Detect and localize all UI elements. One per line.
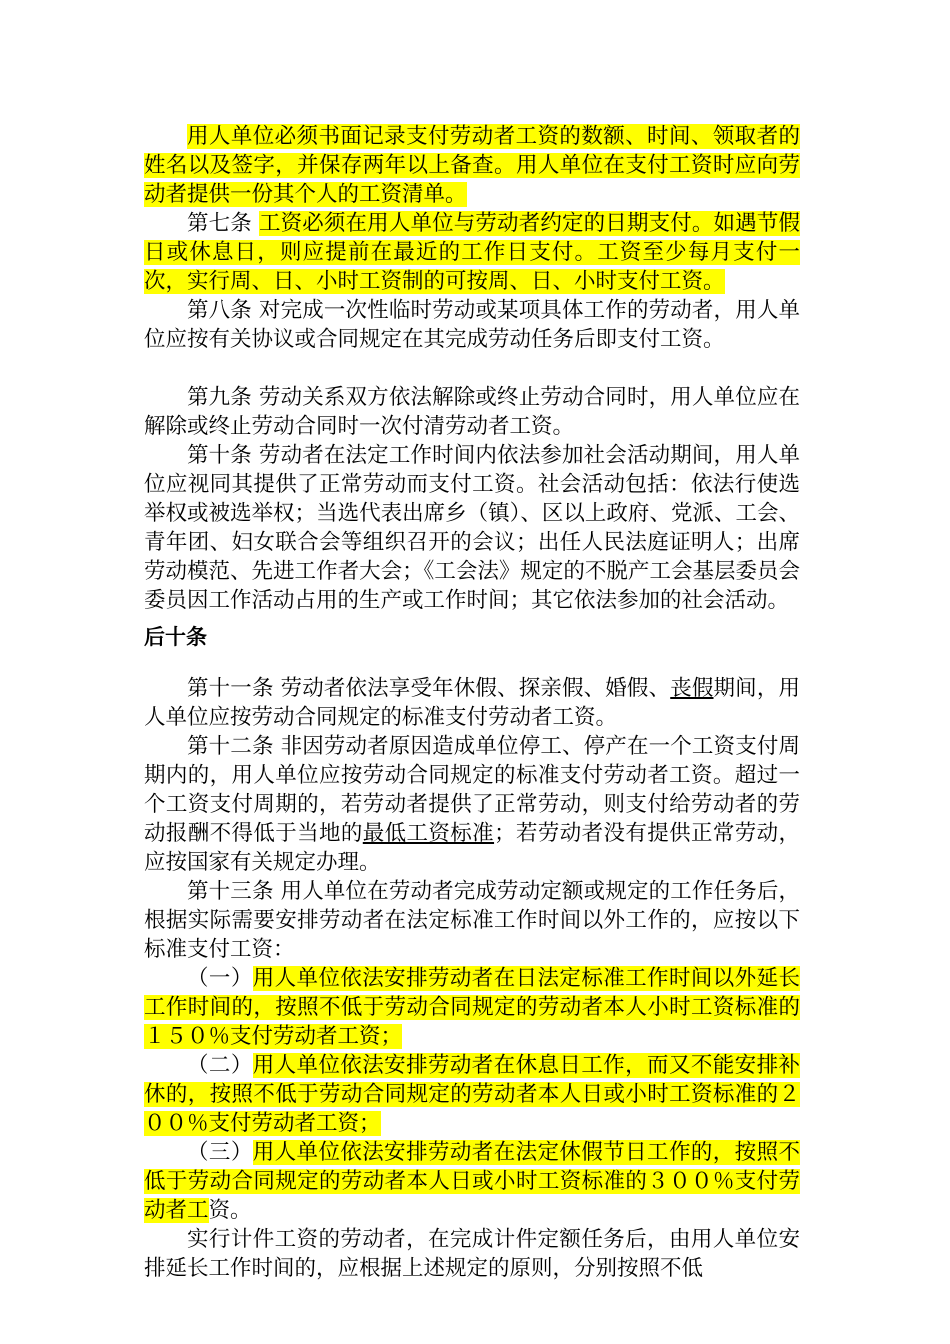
article-8: 第八条 对完成一次性临时劳动或某项具体工作的劳动者，用人单位应按有关协议或合同规定在其完成劳动任务后即支付工资。 (144, 298, 800, 352)
article-11 (144, 674, 800, 732)
article-7-label: 第七条 (187, 211, 252, 236)
article-9: 第九条 劳动关系双方依法解除或终止劳动合同时，用人单位应在解除或终止劳动合同时一次付清劳动者工资。 (144, 385, 800, 439)
article-12-text-end: ；若劳动者没有提供正常劳动，应按国家有关规定办理。 (144, 821, 800, 875)
article-12-text: 第十二条 非因劳动者原因造成单位停工、停产在一个工资支付周期内的，用人单位应按劳动合同规定的标准支付劳动者工资。超过一个工资支付周期的，若劳动者提供了正常劳动，则支付给劳动者的劳动报酬不得低于当地的 (144, 734, 800, 846)
item-3 (144, 1138, 800, 1225)
article-10: 第十条 劳动者在法定工作时间内依法参加社会活动期间，用人单位应视同其提供了正常劳动而支付工资。社会活动包括：依法行使选举权或被选举权；当选代表出席乡（镇）、区以上政府、党派、工会、青年团、妇女联合会等组织召开的会议；出任人民法庭证明人；出席劳动模范、先进工作者大会；《工会法》规定的不脱产工会基层委员会委员因工作活动占用的生产或工作时间；其它依法参加的社会活动。 (144, 443, 800, 613)
article-12-link[interactable]: 最低工资标准 (362, 821, 495, 846)
item-3-text-end: 资。 (208, 1198, 252, 1223)
paragraph-wage-records (144, 122, 800, 209)
article-11-text: 第十一条 劳动者依法享受年休假、探亲假、婚假、 (187, 676, 671, 701)
article-12 (144, 732, 800, 877)
article-7-text: 工资必须在用人单位与劳动者约定的日期支付。如遇节假日或休息日，则应提前在最近的工作日支付。工资至少每月支付一次，实行周、日、小时工资制的可按周、日、小时支付工资。 (144, 211, 800, 294)
paragraph-piece-rate: 实行计件工资的劳动者，在完成计件定额任务后，由用人单位安排延长工作时间的，应根据上述规定的原则，分别按照不低 (144, 1227, 800, 1281)
item-3-text: 用人单位依法安排劳动者在法定休假节日工作的，按照不低于劳动合同规定的劳动者本人日或小时工资标准的３００％支付劳动者工 (144, 1140, 800, 1223)
document-page (144, 122, 800, 1283)
article-13: 第十三条 用人单位在劳动者完成劳动定额或规定的工作任务后，根据实际需要安排劳动者在法定标准工作时间以外工作的，应按以下标准支付工资： (144, 879, 800, 962)
item-2-text: 用人单位依法安排劳动者在休息日工作，而又不能安排补休的，按照不低于劳动合同规定的劳动者本人日或小时工资标准的２００％支付劳动者工资； (144, 1053, 800, 1136)
item-2-label: （二） (187, 1053, 253, 1078)
article-11-link[interactable]: 丧假 (670, 676, 714, 701)
item-1-text: 用人单位依法安排劳动者在日法定标准工作时间以外延长工作时间的，按照不低于劳动合同规定的劳动者本人小时工资标准的１５０％支付劳动者工资； (144, 966, 800, 1049)
item-1 (144, 964, 800, 1051)
item-3-label: （三） (187, 1140, 253, 1165)
article-7 (144, 209, 800, 296)
highlight: 用人单位必须书面记录支付劳动者工资的数额、时间、领取者的姓名以及签字，并保存两年以上备查。用人单位在支付工资时应向劳动者提供一份其个人的工资清单。 (144, 124, 800, 207)
item-2 (144, 1051, 800, 1138)
section-heading: 后十条 (144, 625, 207, 649)
article-11-text-end: 期间，用人单位应按劳动合同规定的标准支付劳动者工资。 (144, 676, 800, 730)
item-1-label: （一） (187, 966, 253, 991)
blank-line (144, 354, 800, 383)
